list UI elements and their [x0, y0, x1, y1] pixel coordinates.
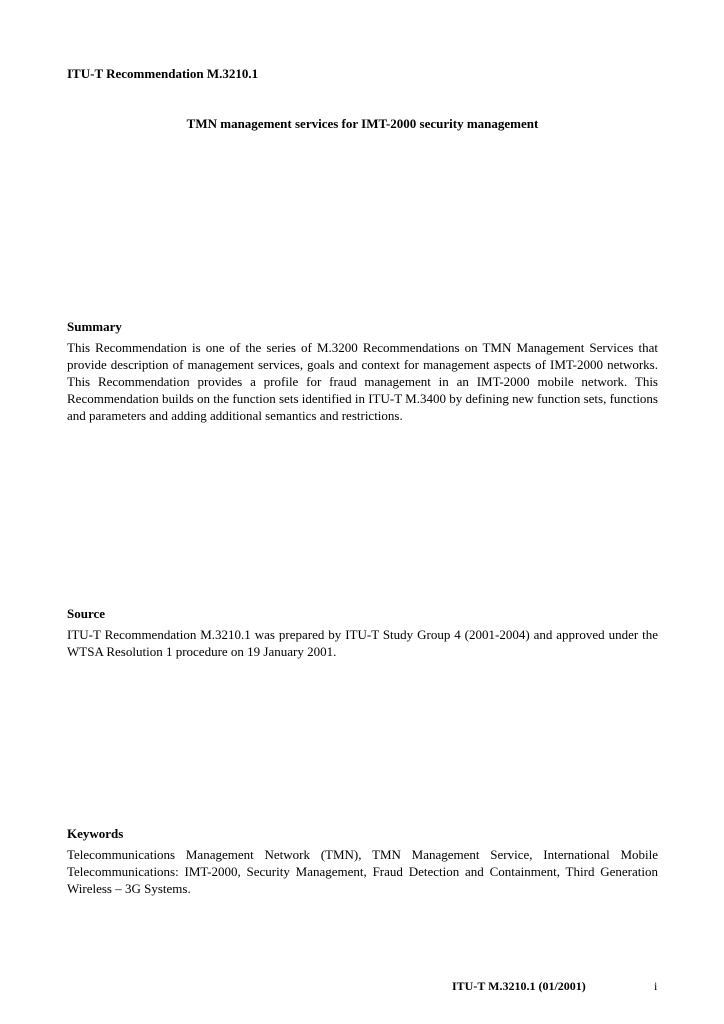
summary-heading: Summary [67, 319, 122, 334]
document-title: TMN management services for IMT-2000 security management [186, 116, 539, 131]
source-heading: Source [67, 606, 106, 621]
summary-section [67, 318, 658, 424]
footer-reference: ITU-T M.3210.1 (01/2001) [452, 979, 586, 993]
source-section [67, 605, 658, 660]
page-number: i [654, 979, 658, 993]
keywords-heading: Keywords [67, 826, 124, 841]
document-label: ITU-T Recommendation M.3210.1 [67, 66, 259, 81]
keywords-text: Telecommunications Management Network (TMN), TMN Management Service, International Mobile Telecommunications: IMT-2000, Security Management, Fraud Detection and Containment, Third Generation Wireless – 3G Systems. [67, 847, 658, 896]
keywords-section [67, 825, 658, 897]
source-text: ITU-T Recommendation M.3210.1 was prepared by ITU-T Study Group 4 (2001-2004) and approved under the WTSA Resolution 1 procedure on 19 January 2001. [67, 627, 658, 659]
summary-text: This Recommendation is one of the series of M.3200 Recommendations on TMN Management Services that provide description of management services, goals and context for management aspects of IMT-2000 networks. This Recommendation provides a profile for fraud management in an IMT-2000 mobile network. This Recommendation builds on the function sets identified in ITU-T M.3400 by defining new function sets, functions and parameters and adding additional semantics and restrictions. [67, 340, 658, 423]
